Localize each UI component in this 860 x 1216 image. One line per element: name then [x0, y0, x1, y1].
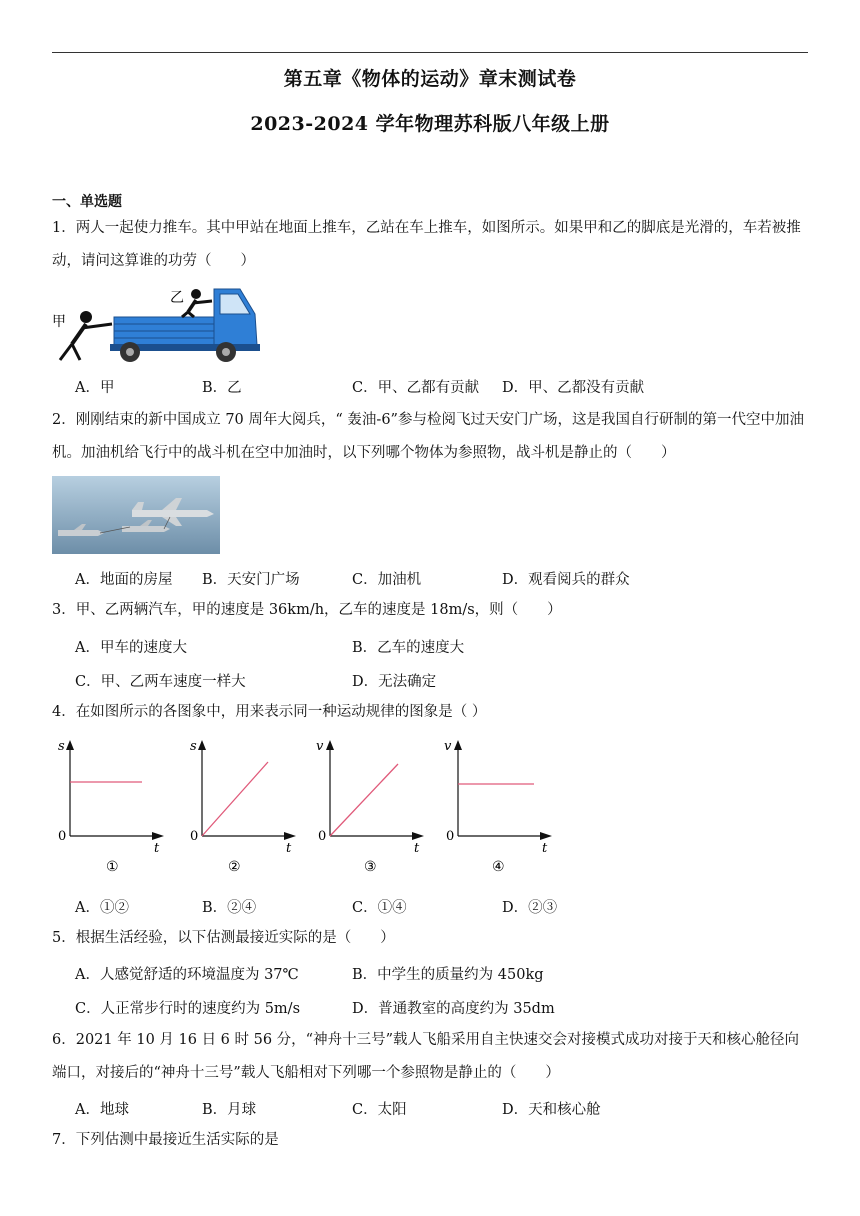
- q2-option-b: B．天安门广场: [202, 572, 300, 588]
- paper-subtitle: 2023-2024 学年物理苏科版八年级上册: [250, 113, 610, 135]
- q4-option-b: B．②④: [202, 900, 257, 916]
- q6-option-d: D．天和核心舱: [502, 1102, 601, 1118]
- q3-option-d: D．无法确定: [352, 674, 437, 690]
- question-4-stem: 4．在如图所示的各图象中，用来表示同一种运动规律的图象是（ ）: [52, 704, 487, 720]
- graph-1-ylabel: s: [58, 739, 65, 754]
- graph-3-origin: 0: [318, 829, 327, 844]
- q3-option-a: A．甲车的速度大: [75, 640, 187, 656]
- graph-3: [312, 736, 430, 880]
- question-1-stem: 1．两人一起使力推车。其中甲站在地面上推车，乙站在车上推车，如图所示。如果甲和乙的脚底是光滑的，车若被推动，请问这算谁的功劳（ ）: [52, 220, 801, 269]
- q2-option-d: D．观看阅兵的群众: [502, 572, 630, 588]
- q1-option-c: C．甲、乙都有贡献: [352, 380, 480, 396]
- graph-1-origin: 0: [58, 829, 67, 844]
- question-2-stem: 2．刚刚结束的新中国成立 70 周年大阅兵，“ 轰油-6”参与检阅飞过天安门广场，这是我国自行研制的第一代空中加油机。加油机给飞行中的战斗机在空中加油时，以下列哪个物体为参照物，战斗机是静止的（ ）: [52, 412, 804, 461]
- graph-2: [184, 736, 302, 880]
- graph-2-origin: 0: [190, 829, 199, 844]
- question-6-stem: 6．2021 年 10 月 16 日 6 时 56 分，“神舟十三号”载人飞船采用自主快速交会对接模式成功对接于天和核心舱径向端口，对接后的“神舟十三号”载人飞船相对下列哪一个参照物是静止的（ ）: [52, 1032, 800, 1081]
- figure-label-yi: 乙: [170, 290, 184, 306]
- question-1-figure: [50, 284, 265, 370]
- graph-4-origin: 0: [446, 829, 455, 844]
- question-7-stem: 7．下列估测中最接近生活实际的是: [52, 1132, 279, 1148]
- question-3-stem: 3．甲、乙两辆汽车，甲的速度是 36km/h，乙车的速度是 18m/s，则（ ）: [52, 602, 562, 618]
- q5-option-c: C．人正常步行时的速度约为 5m/s: [75, 1001, 301, 1017]
- q6-option-c: C．太阳: [352, 1102, 407, 1118]
- q1-option-a: A．甲: [75, 380, 115, 396]
- graph-4-xlabel: t: [542, 841, 548, 856]
- q2-option-c: C．加油机: [352, 572, 422, 588]
- graph-3-ylabel: v: [316, 739, 324, 754]
- q6-option-b: B．月球: [202, 1102, 257, 1118]
- q4-option-c: C．①④: [352, 900, 407, 916]
- question-5-stem: 5．根据生活经验，以下估测最接近实际的是（ ）: [52, 930, 395, 946]
- q5-option-a: A．人感觉舒适的环境温度为 37℃: [75, 967, 299, 983]
- section-heading: 一、单选题: [52, 194, 122, 210]
- graph-4-caption: ④: [492, 859, 505, 875]
- paper-title: 第五章《物体的运动》章末测试卷: [283, 68, 577, 90]
- q1-option-d: D．甲、乙都没有贡献: [502, 380, 645, 396]
- graph-1-caption: ①: [106, 859, 119, 875]
- q3-option-c: C．甲、乙两车速度一样大: [75, 674, 246, 690]
- q5-option-b: B．中学生的质量约为 450kg: [352, 967, 544, 983]
- q5-option-d: D．普通教室的高度约为 35dm: [352, 1001, 555, 1017]
- top-rule: [52, 52, 808, 53]
- graph-2-ylabel: s: [190, 739, 197, 754]
- graph-3-xlabel: t: [414, 841, 420, 856]
- graph-4-ylabel: v: [444, 739, 452, 754]
- q2-option-a: A．地面的房屋: [75, 572, 173, 588]
- graph-4: [440, 736, 558, 880]
- graph-2-caption: ②: [228, 859, 241, 875]
- question-2-photo: [52, 476, 220, 558]
- q1-option-b: B．乙: [202, 380, 242, 396]
- graph-1: [52, 736, 170, 880]
- q4-option-a: A．①②: [75, 900, 129, 916]
- graph-2-xlabel: t: [286, 841, 292, 856]
- q6-option-a: A．地球: [75, 1102, 129, 1118]
- graph-3-line: [330, 764, 398, 836]
- graph-2-line: [202, 762, 268, 836]
- q3-option-b: B．乙车的速度大: [352, 640, 465, 656]
- figure-label-jia: 甲: [52, 314, 66, 330]
- graph-1-xlabel: t: [154, 841, 160, 856]
- graph-3-caption: ③: [364, 859, 377, 875]
- q4-option-d: D．②③: [502, 900, 558, 916]
